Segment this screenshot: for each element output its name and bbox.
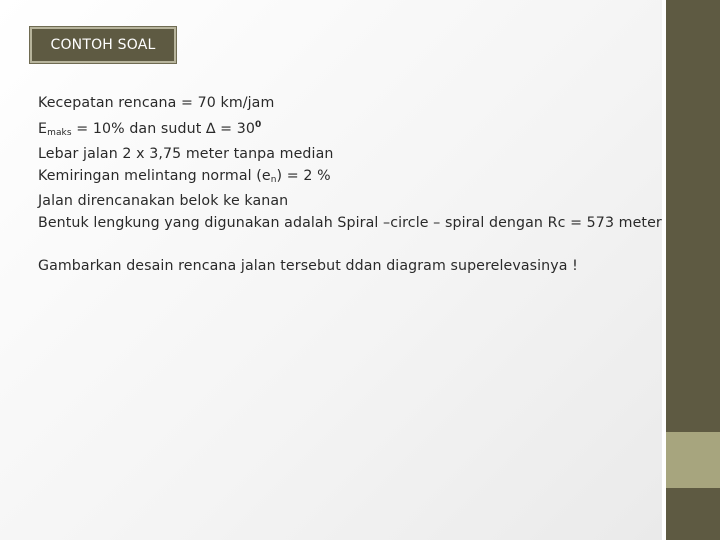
normal-slope-prefix: Kemiringan melintang normal (e [38,167,271,184]
slide-title: CONTOH SOAL [30,27,176,63]
curve-type-line: Bentuk lengkung yang digunakan adalah Spiral –circle – spiral dengan Rc = 573 meter [38,214,662,231]
normal-slope-line [38,166,658,192]
problem-text [38,93,662,278]
normal-slope-suffix: ) = 2 % [276,167,331,184]
emax-angle-line [38,115,658,145]
normal-slope-subscript: n [270,174,277,185]
emax-symbol: E [38,120,48,137]
turn-direction-line: Jalan direncanakan belok ke kanan [38,193,289,210]
task-instruction-line: Gambarkan desain rencana jalan tersebut ddan diagram superelevasinya ! [38,258,578,275]
road-width-line: Lebar jalan 2 x 3,75 meter tanpa median [38,146,334,163]
design-speed-line: Kecepatan rencana = 70 km/jam [38,95,275,111]
degree-superscript: 0 [255,119,262,130]
emax-angle-text: = 10% dan sudut ∆ = 30 [71,120,256,137]
emax-subscript: maks [47,127,72,138]
paragraph-spacer [38,235,658,257]
sidebar-accent-block [666,432,720,488]
